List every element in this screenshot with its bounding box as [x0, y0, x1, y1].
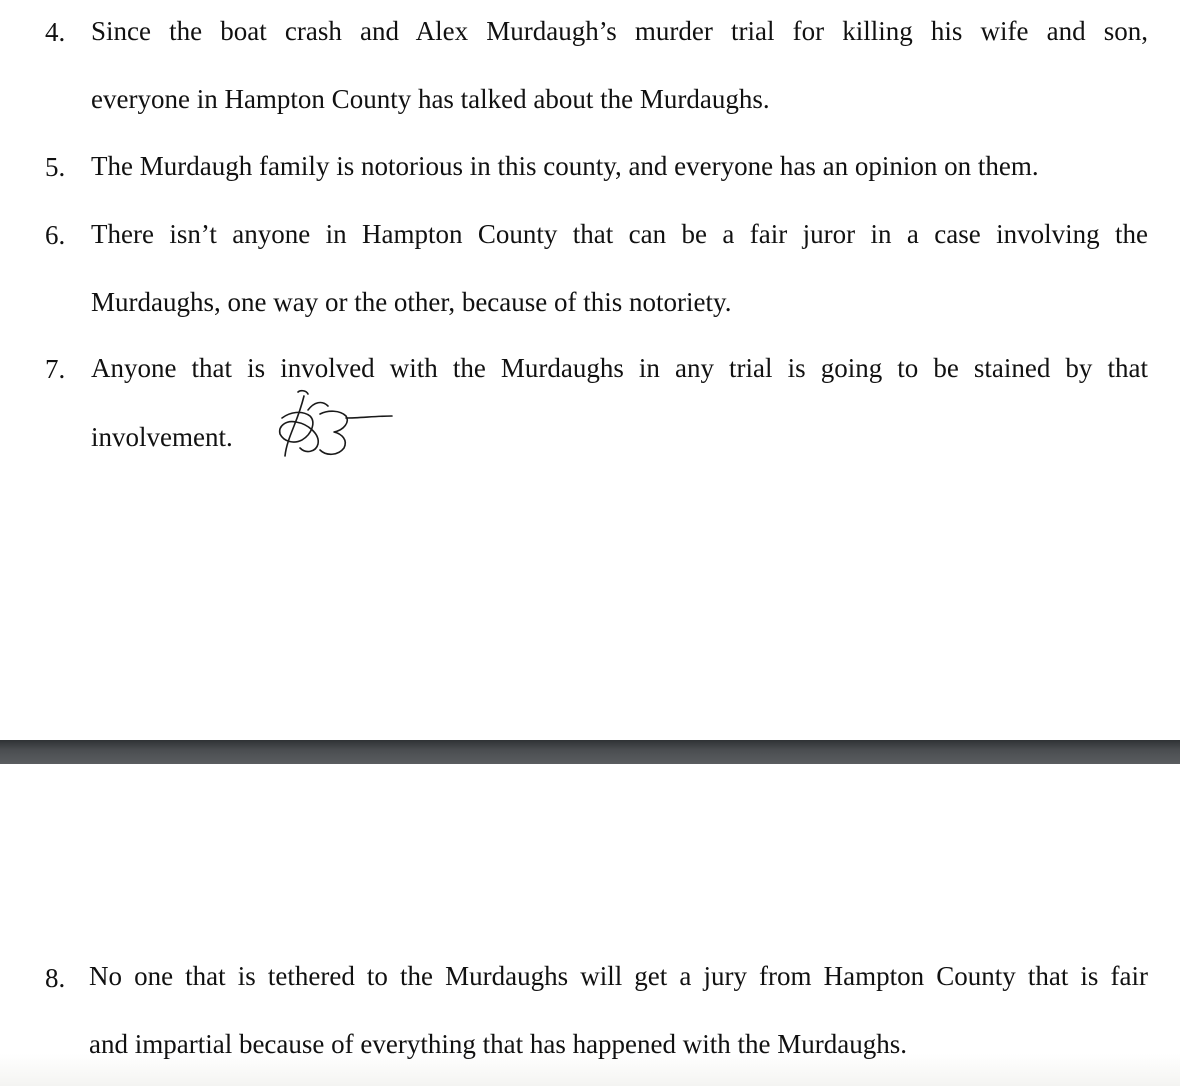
item-text-line: everyone in Hampton County has talked about the Murdaughs. [91, 84, 770, 114]
item-text-line: involvement. [91, 422, 233, 452]
item-text-line: Murdaughs, one way or the other, because of this notoriety. [91, 287, 732, 317]
item-number: 7. [45, 354, 66, 384]
page-separator [0, 740, 1180, 764]
item-text-line: The Murdaugh family is notorious in this county, and everyone has an opinion on them. [91, 151, 1039, 181]
document-page-bottom [0, 764, 1180, 1086]
handwritten-signature [272, 388, 396, 464]
item-text-line: There isn’t anyone in Hampton County that can be a fair juror in a case involving the [91, 219, 1148, 249]
item-number: 5. [45, 152, 66, 182]
item-number: 8. [45, 963, 66, 993]
item-text-line: and impartial because of everything that has happened with the Murdaughs. [89, 1029, 908, 1059]
item-number: 4. [45, 17, 66, 47]
item-text-line: No one that is tethered to the Murdaughs will get a jury from Hampton County that is fair [89, 961, 1148, 991]
item-text-line: Anyone that is involved with the Murdaughs in any trial is going to be stained by that [91, 353, 1148, 383]
item-text-line: Since the boat crash and Alex Murdaugh’s murder trial for killing his wife and son, [91, 16, 1148, 46]
item-number: 6. [45, 220, 66, 250]
